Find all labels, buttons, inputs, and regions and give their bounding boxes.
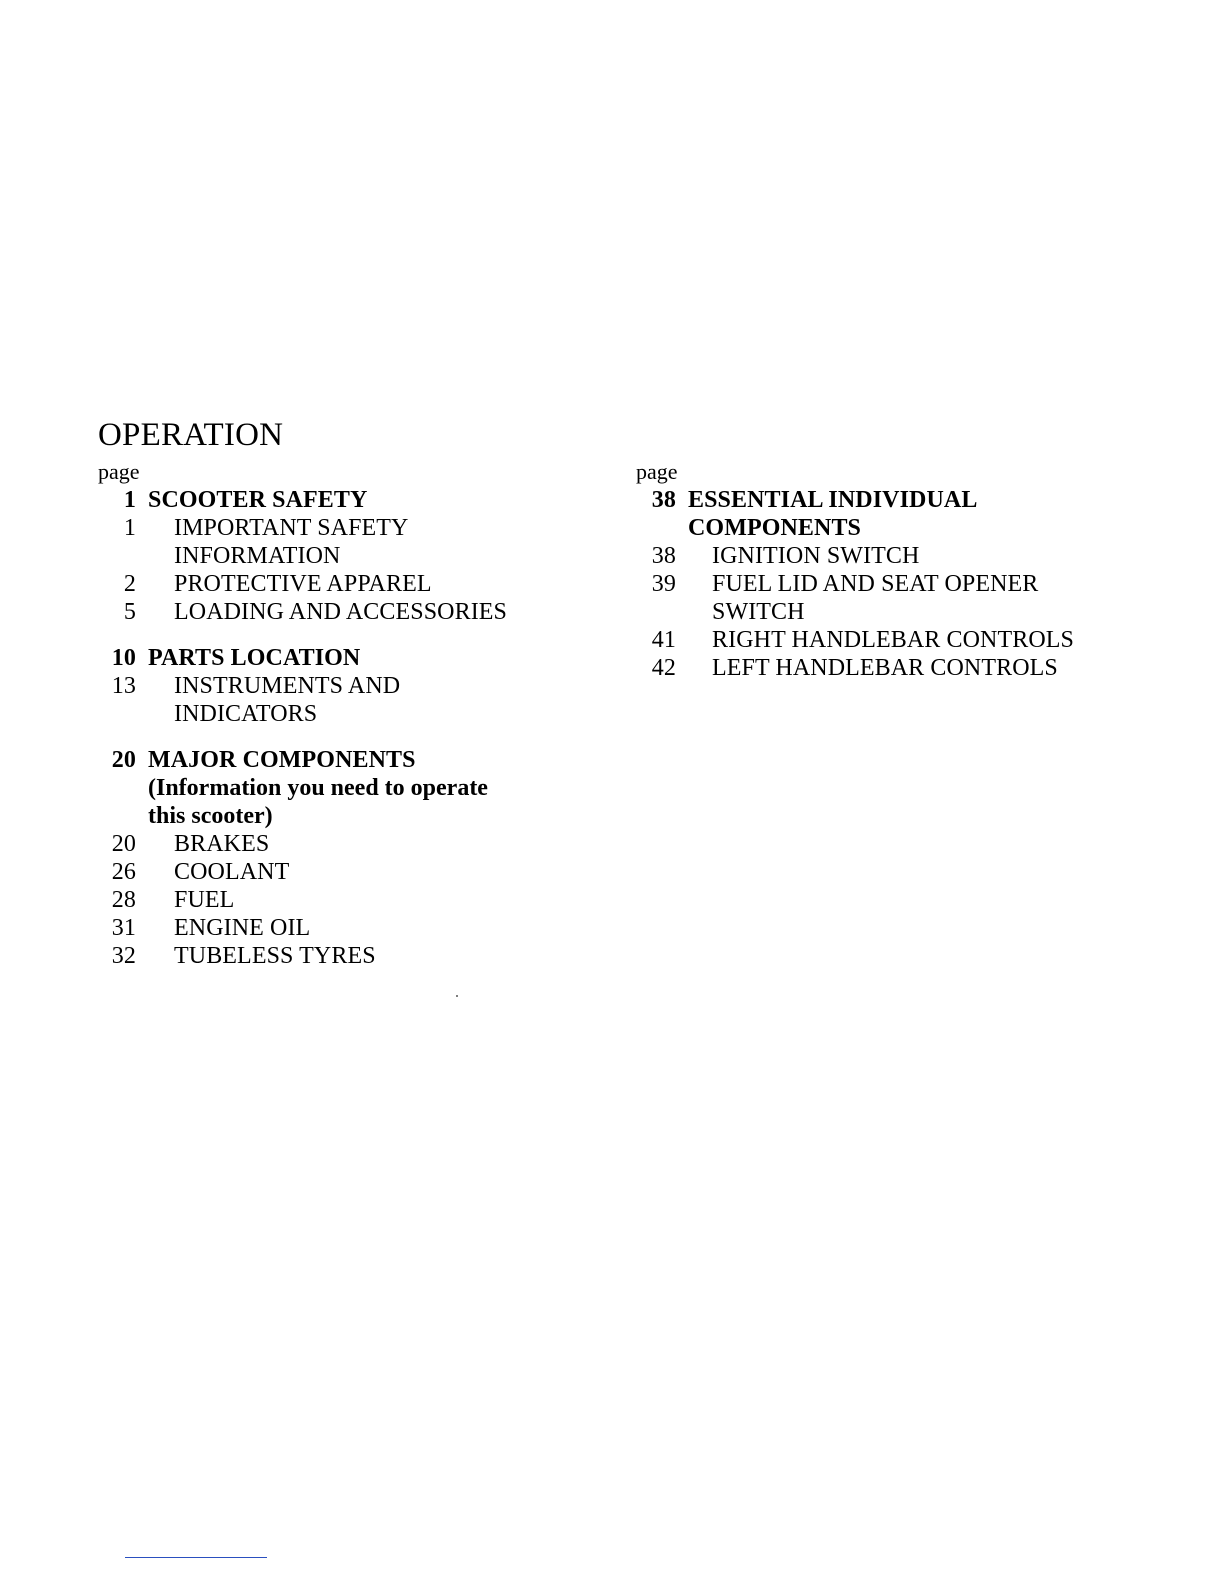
toc-entry <box>98 858 578 886</box>
toc-entry <box>98 570 578 598</box>
toc-section-scooter-safety <box>98 486 578 626</box>
entry-title: FUEL LID AND SEAT OPENER SWITCH <box>712 571 1039 625</box>
entry-page-number: 2 <box>123 571 136 597</box>
entry-title: ENGINE OIL <box>174 915 311 941</box>
section-title: SCOOTER SAFETY <box>148 487 368 513</box>
section-title: MAJOR COMPONENTS <box>148 747 416 773</box>
entry-title: LEFT HANDLEBAR CONTROLS <box>712 655 1058 681</box>
section-page-number: 38 <box>651 487 676 513</box>
entry-title: IGNITION SWITCH <box>712 543 920 569</box>
entry-title: IMPORTANT SAFETY INFORMATION <box>174 515 409 569</box>
section-page-number: 10 <box>111 645 136 671</box>
toc-section-essential-individual-components <box>636 486 1116 682</box>
toc-section-heading <box>98 644 578 672</box>
stray-ink-dot <box>456 995 458 997</box>
section-note: (Information you need to operate this scooter) <box>148 775 488 829</box>
entry-page-number: 31 <box>111 915 136 941</box>
entry-page-number: 28 <box>111 887 136 913</box>
toc-entry <box>98 830 578 858</box>
toc-entry <box>98 514 578 570</box>
entry-page-number: 42 <box>651 655 676 681</box>
entry-title: TUBELESS TYRES <box>174 943 376 969</box>
toc-section-major-components <box>98 746 578 970</box>
page-column-label: page <box>98 459 140 484</box>
toc-section-heading <box>636 486 1116 542</box>
toc-entry <box>98 598 578 626</box>
toc-entry <box>98 914 578 942</box>
toc-section-heading <box>98 486 578 514</box>
toc-left-column <box>98 458 578 970</box>
entry-page-number: 5 <box>123 599 136 625</box>
section-page-number: 20 <box>111 747 136 773</box>
toc-entry <box>636 570 1116 626</box>
entry-page-number: 13 <box>111 673 136 699</box>
entry-title: PROTECTIVE APPAREL <box>174 571 432 597</box>
toc-entry <box>636 542 1116 570</box>
toc-entry <box>636 654 1116 682</box>
toc-entry <box>98 886 578 914</box>
entry-page-number: 20 <box>111 831 136 857</box>
entry-page-number: 26 <box>111 859 136 885</box>
toc-entry <box>98 942 578 970</box>
entry-title: FUEL <box>174 887 235 913</box>
footer-divider-line <box>125 1557 267 1558</box>
entry-title: COOLANT <box>174 859 290 885</box>
page-column-label: page <box>636 459 678 484</box>
entry-page-number: 32 <box>111 943 136 969</box>
toc-section-heading <box>98 746 578 774</box>
toc-section-parts-location <box>98 644 578 728</box>
entry-page-number: 1 <box>123 515 136 541</box>
section-page-number: 1 <box>123 487 136 513</box>
entry-page-number: 38 <box>651 543 676 569</box>
toc-entry <box>636 626 1116 654</box>
toc-right-column <box>636 458 1116 682</box>
entry-page-number: 39 <box>651 571 676 597</box>
entry-title: RIGHT HANDLEBAR CONTROLS <box>712 627 1074 653</box>
toc-entry <box>98 672 578 728</box>
entry-page-number: 41 <box>651 627 676 653</box>
section-title: PARTS LOCATION <box>148 645 361 671</box>
page-title: OPERATION <box>98 417 284 453</box>
entry-title: LOADING AND ACCESSORIES <box>174 599 508 625</box>
entry-title: BRAKES <box>174 831 270 857</box>
entry-title: INSTRUMENTS AND INDICATORS <box>174 673 401 727</box>
section-title: ESSENTIAL INDIVIDUAL COMPONENTS <box>688 487 978 541</box>
